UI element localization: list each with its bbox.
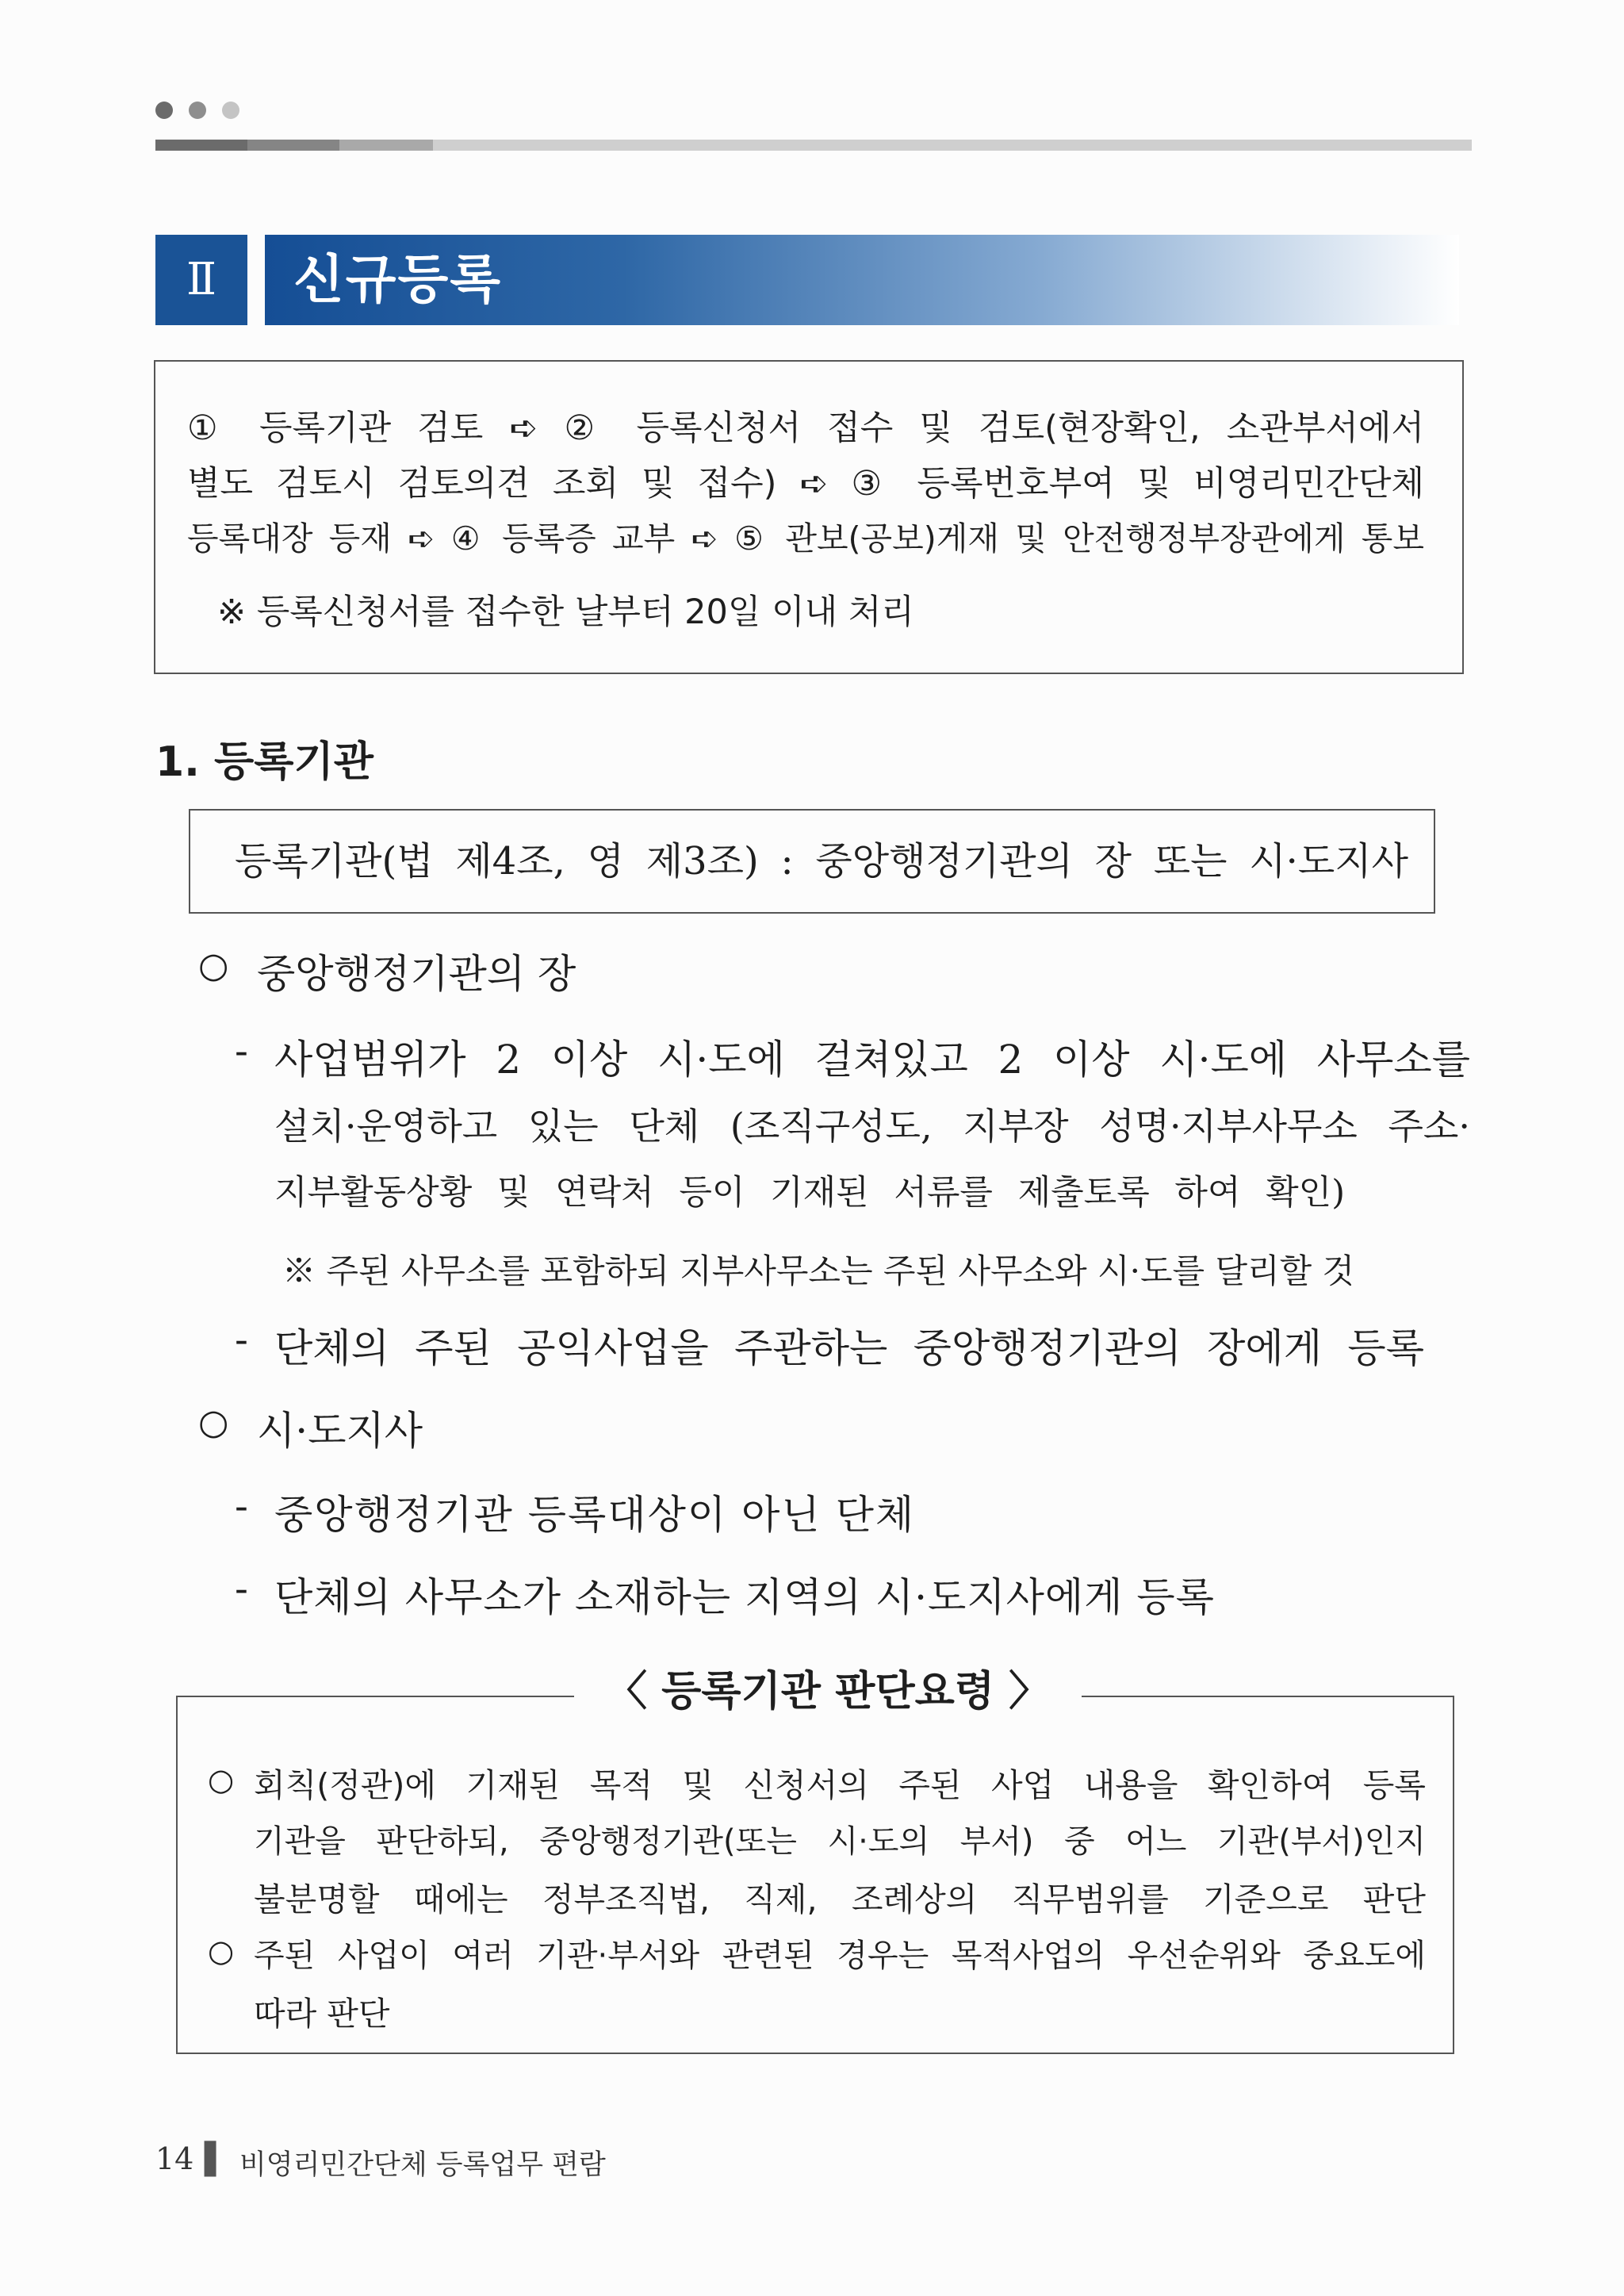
guide-bullet: ○	[208, 1762, 235, 1797]
process-line: 별도 검토시 검토의견 조회 및 접수) ➪ ③ 등록번호부여 및 비영리민간단체	[187, 464, 1424, 504]
guide-line: 기관을 판단하되, 중앙행정기관(또는 시·도의 부서) 중 어느 기관(부서)인지	[254, 1823, 1426, 1860]
guide-line: 주된 사업이 여러 기관·부서와 관련된 경우는 목적사업의 우선순위와 중요도에	[254, 1938, 1426, 1974]
section-number: Ⅱ	[155, 235, 247, 325]
guide-box	[176, 1668, 1454, 2054]
decor-bar	[247, 140, 339, 151]
dash: -	[235, 1028, 248, 1074]
sub-line: 사업범위가 2 이상 시·도에 걸쳐있고 2 이상 시·도에 사무소를	[274, 1037, 1470, 1083]
sub-line: 단체의 주된 공익사업을 주관하는 중앙행정기관의 장에게 등록	[274, 1325, 1424, 1371]
footer-separator: ▌	[205, 2141, 228, 2176]
guide-line: 회칙(정관)에 기재된 목적 및 신청서의 주된 사업 내용을 확인하여 등록	[254, 1766, 1426, 1804]
guide-line: 불분명할 때에는 정부조직법, 직제, 조례상의 직무범위를 기준으로 판단	[254, 1880, 1426, 1918]
definition-box	[189, 809, 1435, 914]
sub-line: 지부활동상황 및 연락처 등이 기재된 서류를 제출토록 하여 확인)	[274, 1173, 1345, 1213]
subsection-heading: 1. 등록기관	[155, 738, 373, 786]
section-header	[155, 235, 1459, 325]
item-label: 중앙행정기관의 장	[257, 951, 576, 997]
decor-dot	[189, 102, 206, 119]
guide-line: 따라 판단	[254, 1995, 390, 2033]
sub-line: 중앙행정기관 등록대상이 아닌 단체	[274, 1492, 916, 1538]
dash: -	[235, 1483, 248, 1529]
decor-dot	[222, 102, 239, 119]
sub-note: ※ 주된 사무소를 포함하되 지부사무소는 주된 사무소와 시·도를 달리할 것	[282, 1251, 1355, 1290]
decor-bar	[155, 140, 247, 151]
book-title: 비영리민간단체 등록업무 편람	[239, 2149, 606, 2181]
guide-bullet: ○	[208, 1934, 235, 1968]
process-line: 등록대장 등재 ➪ ④ 등록증 교부 ➪ ⑤ 관보(공보)게재 및 안전행정부장관에게 통보	[187, 519, 1424, 558]
item-label: 시·도지사	[257, 1408, 423, 1454]
process-line: ① 등록기관 검토 ➪ ② 등록신청서 접수 및 검토(현장확인, 소관부서에서	[187, 408, 1424, 448]
process-note: ※ 등록신청서를 접수한 날부터 20일 이내 처리	[217, 592, 914, 632]
definition-text: 등록기관(법 제4조, 영 제3조) : 중앙행정기관의 장 또는 시·도지사	[235, 839, 1408, 884]
guide-title: 〈 등록기관 판단요령 〉	[574, 1658, 1082, 1717]
section-title-band	[265, 235, 1459, 325]
dash: -	[235, 1566, 248, 1612]
process-box	[154, 360, 1464, 674]
decor-bar	[339, 140, 433, 151]
bullet-circle: ○	[198, 945, 229, 986]
sub-line: 단체의 사무소가 소재하는 지역의 시·도지사에게 등록	[274, 1574, 1215, 1620]
sub-line: 설치·운영하고 있는 단체 (조직구성도, 지부장 성명·지부사무소 주소·	[274, 1105, 1470, 1148]
section-title: 신규등록	[293, 249, 503, 310]
decor-dot	[155, 102, 173, 119]
page-number: 14	[155, 2141, 194, 2176]
dash: -	[235, 1317, 248, 1363]
decor-bar	[433, 140, 1472, 151]
bullet-circle: ○	[198, 1402, 229, 1443]
